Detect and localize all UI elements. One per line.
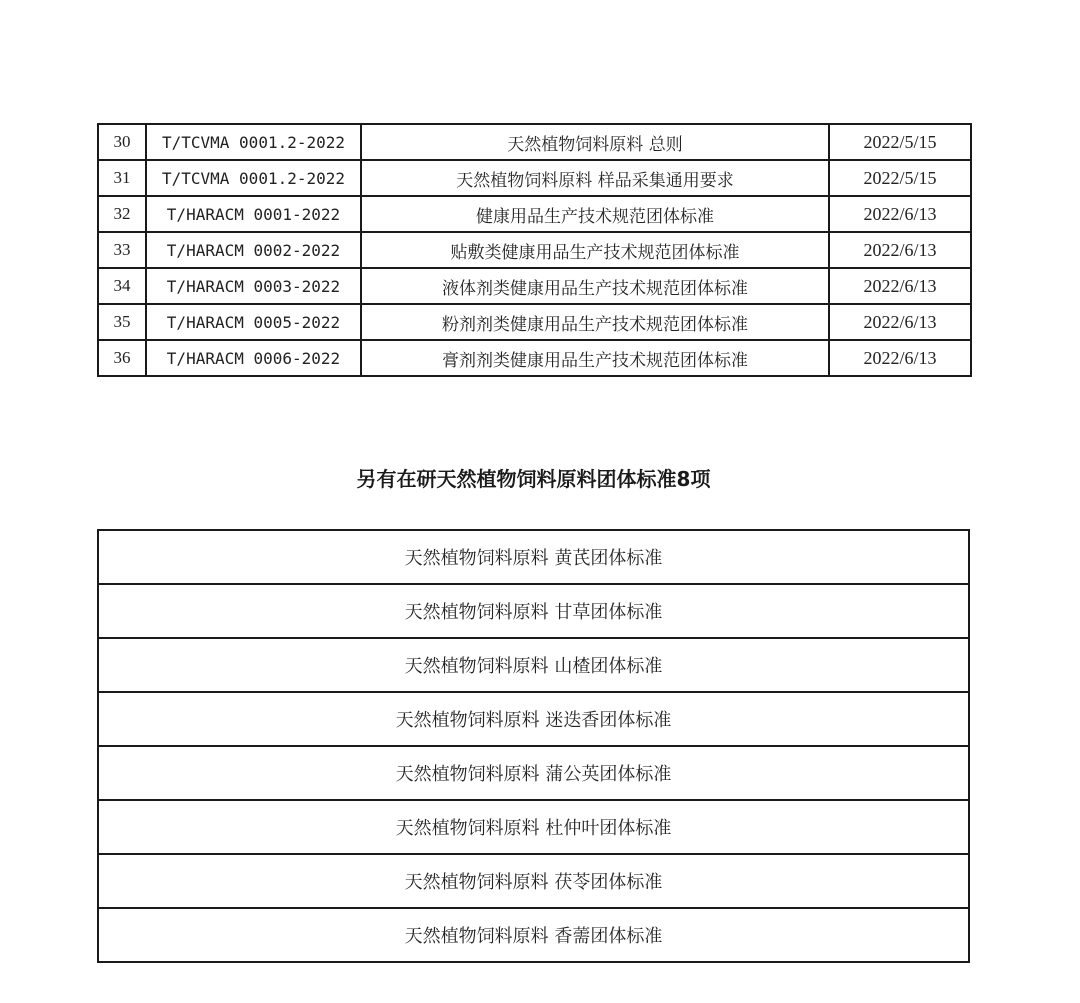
standard-name: 液体剂类健康用品生产技术规范团体标准	[361, 268, 829, 304]
table-row	[98, 584, 969, 638]
table-row	[98, 908, 969, 962]
standard-name: 天然植物饲料原料 总则	[361, 124, 829, 160]
table-row	[98, 160, 971, 196]
standard-code: T/TCVMA 0001.2-2022	[146, 124, 361, 160]
research-standard-name: 天然植物饲料原料 杜仲叶团体标准	[98, 800, 969, 854]
research-standards-table	[97, 529, 970, 963]
research-standard-name: 天然植物饲料原料 山楂团体标准	[98, 638, 969, 692]
table-row	[98, 854, 969, 908]
standard-code: T/TCVMA 0001.2-2022	[146, 160, 361, 196]
table-row	[98, 268, 971, 304]
table-row	[98, 530, 969, 584]
research-standard-name: 天然植物饲料原料 迷迭香团体标准	[98, 692, 969, 746]
standard-code: T/HARACM 0005-2022	[146, 304, 361, 340]
row-number: 35	[98, 304, 146, 340]
standard-name: 粉剂剂类健康用品生产技术规范团体标准	[361, 304, 829, 340]
standard-name: 膏剂剂类健康用品生产技术规范团体标准	[361, 340, 829, 376]
publish-date: 2022/5/15	[829, 160, 971, 196]
publish-date: 2022/6/13	[829, 304, 971, 340]
table-row	[98, 692, 969, 746]
table-row	[98, 124, 971, 160]
section-title: 另有在研天然植物饲料原料团体标准8项	[356, 467, 711, 491]
table-row	[98, 340, 971, 376]
table-row	[98, 232, 971, 268]
table-row	[98, 746, 969, 800]
row-number: 34	[98, 268, 146, 304]
publish-date: 2022/6/13	[829, 268, 971, 304]
publish-date: 2022/6/13	[829, 232, 971, 268]
research-standard-name: 天然植物饲料原料 香薷团体标准	[98, 908, 969, 962]
row-number: 36	[98, 340, 146, 376]
row-number: 32	[98, 196, 146, 232]
publish-date: 2022/6/13	[829, 196, 971, 232]
publish-date: 2022/5/15	[829, 124, 971, 160]
standards-table	[97, 123, 972, 377]
table-row	[98, 800, 969, 854]
research-standard-name: 天然植物饲料原料 蒲公英团体标准	[98, 746, 969, 800]
publish-date: 2022/6/13	[829, 340, 971, 376]
table-row	[98, 304, 971, 340]
standards-table-body	[98, 124, 971, 376]
research-table-body	[98, 530, 969, 962]
table-row	[98, 638, 969, 692]
standard-code: T/HARACM 0003-2022	[146, 268, 361, 304]
research-standard-name: 天然植物饲料原料 甘草团体标准	[98, 584, 969, 638]
standard-code: T/HARACM 0002-2022	[146, 232, 361, 268]
table-row	[98, 196, 971, 232]
standard-code: T/HARACM 0001-2022	[146, 196, 361, 232]
row-number: 33	[98, 232, 146, 268]
row-number: 30	[98, 124, 146, 160]
standard-name: 天然植物饲料原料 样品采集通用要求	[361, 160, 829, 196]
row-number: 31	[98, 160, 146, 196]
standard-code: T/HARACM 0006-2022	[146, 340, 361, 376]
standard-name: 健康用品生产技术规范团体标准	[361, 196, 829, 232]
standard-name: 贴敷类健康用品生产技术规范团体标准	[361, 232, 829, 268]
research-standard-name: 天然植物饲料原料 茯苓团体标准	[98, 854, 969, 908]
research-standard-name: 天然植物饲料原料 黄芪团体标准	[98, 530, 969, 584]
